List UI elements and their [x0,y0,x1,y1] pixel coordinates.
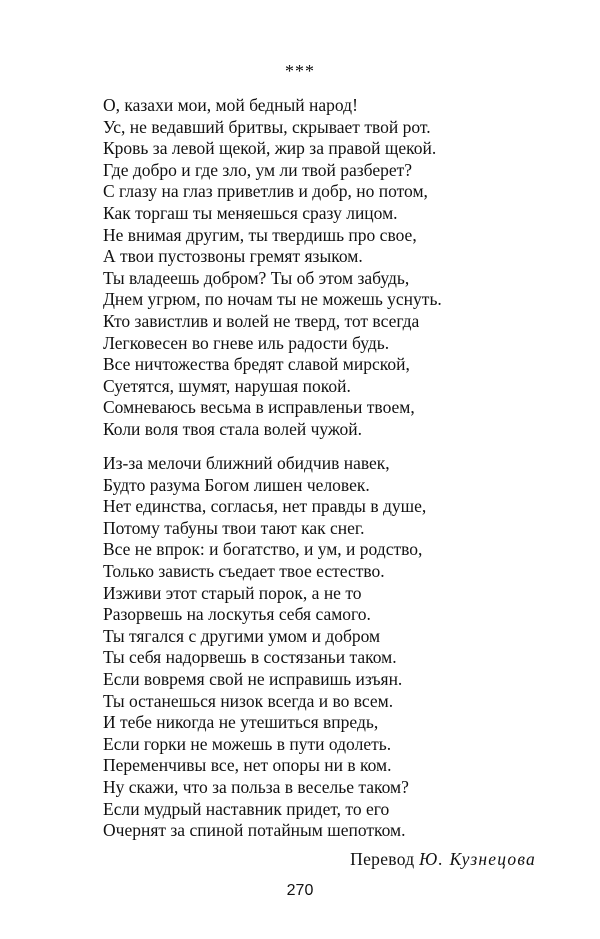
poem-line: Легковесен во гневе иль радости будь. [103,332,390,353]
poem-line: Ты владеешь добром? Ты об этом забудь, [103,267,410,288]
poem-line: Все ничтожества бредят славой мирской, [103,354,410,375]
stanza-2 [103,453,426,842]
poem-line: Нет единства, согласья, нет правды в душе, [103,496,427,517]
poem-line: Ус, не ведавший бритвы, скрывает твой рот. [103,116,431,137]
poem-line: Днем угрюм, по ночам ты не можешь уснуть. [103,289,442,310]
poem-line: Будто разума Богом лишен человек. [103,474,370,495]
poem-line: Кто завистлив и волей не тверд, тот всегда [103,310,420,331]
poem-line: Очернят за спиной потайным шепотком. [103,820,406,841]
poem-line: Ты себя надорвешь в состязаньи таком. [103,647,397,668]
page-number: 270 [286,882,314,899]
poem-line: И тебе никогда не утешиться впредь, [103,712,379,733]
poem-line: Изживи этот старый порок, а не то [103,582,362,603]
poem-line: Ты останешься низок всегда и во всем. [103,690,394,711]
poem-line: Только зависть съедает твое естество. [103,560,385,581]
translation-credit-prefix: Перевод [350,849,415,869]
poem-line: Сомневаюсь весьма в исправленьи твоем, [103,397,415,418]
poem-line: Разорвешь на лоскутья себя самого. [103,604,371,625]
stanza-1 [103,95,442,441]
poem-line: Потому табуны твои тают как снег. [103,517,365,538]
poem-line: Как торгаш ты меняешься сразу лицом. [103,202,398,223]
poem-line: Коли воля твоя стала волей чужой. [103,418,363,439]
translation-credit [350,848,536,870]
poem-line: А твои пустозвоны гремят языком. [103,246,363,267]
section-asterism: *** [285,61,315,81]
poem-line: Не внимая другим, ты твердишь про свое, [103,224,417,245]
poem-line: О, казахи мои, мой бедный народ! [103,95,358,115]
poem-line: Суетятся, шумят, нарушая покой. [103,375,351,396]
poem-line: Ну скажи, что за польза в веселье таком? [103,776,409,797]
poem-line: Переменчивы все, нет опоры ни в ком. [103,755,392,776]
poem-line: Все не впрок: и богатство, и ум, и родство, [103,539,423,560]
poem-line: Если мудрый наставник придет, то его [103,798,390,819]
poem-line: Ты тягался с другими умом и добром [103,625,381,646]
translator-name: Ю. Кузнецова [419,849,536,869]
poem-line: Если горки не можешь в пути одолеть. [103,733,392,754]
poem-line: Где добро и где зло, ум ли твой разберет? [103,159,413,180]
poem-line: Кровь за левой щекой, жир за правой щекой. [103,138,437,159]
poem-line: Если вовремя свой не исправишь изъян. [103,668,403,689]
poem-line: Из-за мелочи ближний обидчив навек, [103,453,390,473]
poem-line: С глазу на глаз приветлив и добр, но потом, [103,181,428,202]
